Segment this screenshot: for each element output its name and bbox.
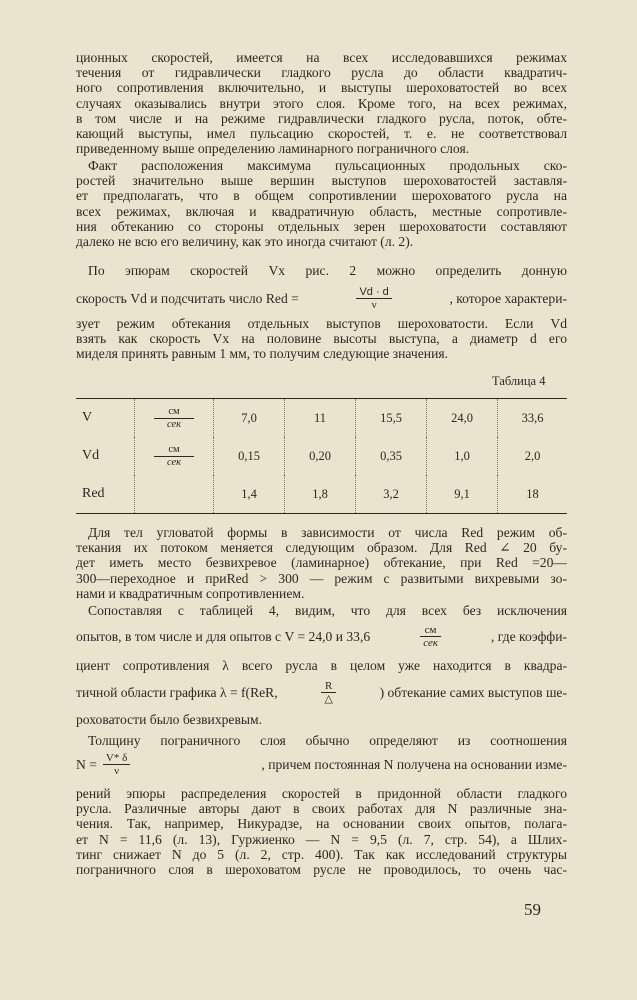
table-cell: 9,1 <box>427 475 498 514</box>
row-label: Vd <box>82 448 100 463</box>
text-fragment: N = <box>76 756 97 772</box>
unit-fraction <box>154 406 193 431</box>
paragraph-6-rest <box>76 786 567 877</box>
text-fragment: , где коэффи- <box>490 628 567 644</box>
fraction-denominator: сек <box>423 637 438 649</box>
text-line: русла. Различные авторы дают в своих работах для N различные зна- <box>76 801 567 817</box>
fraction-numerator: R <box>321 680 335 693</box>
formula-line-red <box>76 286 567 311</box>
text-line: нами и квадратичным сопротивлением. <box>76 585 305 601</box>
table-cell: 3,2 <box>356 475 427 514</box>
text-line: ет предполагать, что в общем сопротивлении шероховатого русла на <box>76 188 567 204</box>
paragraph-3-line-1 <box>76 263 567 278</box>
text-line: всех режимах, включая и квадратичную область, местные сопротивле- <box>76 203 567 219</box>
paragraph-1 <box>76 50 567 156</box>
table-cell: 1,4 <box>214 475 285 514</box>
table-cell: 15,5 <box>356 399 427 438</box>
formula-line-lambda <box>76 680 567 705</box>
unit-cell <box>135 399 214 438</box>
table-cell: 0,20 <box>285 437 356 475</box>
table-cell: 1,8 <box>285 475 356 514</box>
text-line: ционных скоростей, имеется на всех исследовавшихся режимах <box>76 50 567 65</box>
table-cell: 11 <box>285 399 356 438</box>
paragraph-3-rest <box>76 316 567 362</box>
text-fragment: ) обтекание самих выступов ше- <box>379 684 567 700</box>
fraction-boundary-layer <box>103 752 130 777</box>
text-line: Сопоставляя с таблицей 4, видим, что для всех без исключения <box>88 603 567 618</box>
text-line: 300—переходное и приRed > 300 — режим с развитыми вихревыми зо- <box>76 570 567 586</box>
table-cell: 7,0 <box>214 399 285 438</box>
text-line: приведенному выше определению ламинарного пограничного слоя. <box>76 141 470 157</box>
text-line: текания их потоком меняется следующим образом. Для Red ∠ 20 бу- <box>76 540 567 556</box>
text-line: ного сопротивления включительно, и выступы шероховатостей во всех <box>76 80 567 96</box>
table-cell: 0,35 <box>356 437 427 475</box>
table-cell: 33,6 <box>498 399 568 438</box>
fraction-denominator: △ <box>324 693 333 705</box>
table-row <box>76 475 567 514</box>
table-cell: 24,0 <box>427 399 498 438</box>
page-number: 59 <box>524 900 541 919</box>
table-row <box>76 399 567 438</box>
fraction-numerator: Vd · d <box>356 286 391 299</box>
unit-cell <box>135 475 214 514</box>
table-cell: 0,15 <box>214 437 285 475</box>
table-cell: 18 <box>498 475 568 514</box>
text-fragment: , причем постоянная N получена на основании изме- <box>261 756 567 772</box>
table-cell: 1,0 <box>427 437 498 475</box>
text-line: кающий выступы, имел пульсацию скоростей, т. е. не соответствовал <box>76 126 567 142</box>
text-line: дет иметь место безвихревое (ламинарное) обтекание, при Red =20— <box>76 555 567 571</box>
formula-line-velocity <box>76 624 567 649</box>
text-line: ростей значительно выше вершин выступов шероховатостей заставля- <box>76 173 567 189</box>
unit-denominator: сек <box>166 456 182 468</box>
text-line: Факт расположения максимума пульсационных продольных ско- <box>88 158 567 173</box>
text-line: далеко не всю его величину, как это иногда считают (л. 2). <box>76 234 414 250</box>
text-line: в том числе и на режиме гидравлически гладкого русла, поток, обте- <box>76 110 567 126</box>
paragraph-6-line-1 <box>76 733 567 748</box>
unit-fraction <box>154 444 193 469</box>
table-row <box>76 437 567 475</box>
fraction-numerator: V* δ <box>103 752 130 765</box>
text-line: рений эпюры распределения скоростей в придонной области гладкого <box>76 786 567 801</box>
unit-numerator: см <box>154 444 193 457</box>
table-caption: Таблица 4 <box>492 374 546 388</box>
text-fragment: опытов, в том числе и для опытов с V = 24,0 и 33,6 <box>76 628 371 644</box>
text-line: ет N = 11,6 (л. 13), Гуржиенко — N = 9,5 (л. 7, стр. 54), а Шлих- <box>76 831 567 847</box>
fraction-numerator: см <box>420 624 441 637</box>
paragraph-4 <box>76 525 567 601</box>
text-line: тинг снижает N до 5 (л. 2, стр. 400). Так как исследований структуры <box>76 846 567 862</box>
text-line: циент сопротивления λ всего русла в целом уже находится в квадра- <box>76 658 567 673</box>
text-line: миделя принять равным 1 мм, то получим следующие значения. <box>76 346 448 362</box>
text-line: случаях оказывались внутри этого слоя. Кроме того, на всех режимах, <box>76 95 567 111</box>
paragraph-5-line-5 <box>76 712 567 727</box>
text-line: Толщину пограничного слоя обычно определяют из соотношения <box>88 733 567 748</box>
fraction-relative-roughness <box>321 680 335 705</box>
text-line: роховатости было безвихревым. <box>76 712 263 727</box>
text-line: пограничного слоя в шероховатом русле не проводилось, то очень час- <box>76 862 567 878</box>
paragraph-5-line-3 <box>76 658 567 673</box>
fraction-red <box>356 286 391 311</box>
text-line: Для тел угловатой формы в зависимости от числа Red режим об- <box>88 525 567 540</box>
text-line: течения от гидравлически гладкого русла до области квадратич- <box>76 65 567 81</box>
fraction-denominator: ν <box>371 299 377 311</box>
table-4 <box>76 398 567 514</box>
table-cell: 2,0 <box>498 437 568 475</box>
unit-cell <box>135 437 214 475</box>
fraction-unit <box>420 624 441 649</box>
text-line: чения. Так, например, Никурадзе, на основании своих опытов, полага- <box>76 816 567 832</box>
fraction-denominator: ν <box>114 765 120 777</box>
text-line: зует режим обтекания отдельных выступов шероховатости. Если Vd <box>76 316 567 331</box>
text-fragment: скорость Vd и подсчитать число Red = <box>76 290 299 306</box>
text-fragment: тичной области графика λ = f(ReR, <box>76 684 278 700</box>
unit-numerator: см <box>154 406 193 419</box>
paragraph-2 <box>76 158 567 249</box>
unit-denominator: сек <box>166 418 182 430</box>
text-line: ния обтеканию со стороны отдельных зерен шероховатости составляют <box>76 218 567 234</box>
row-label: V <box>82 410 93 425</box>
formula-line-boundary-layer <box>76 752 567 777</box>
paragraph-5-line-1 <box>76 603 567 618</box>
text-line: По эпюрам скоростей Vx рис. 2 можно определить донную <box>88 263 567 278</box>
text-line: взять как скорость Vx на половине высоты выступа, а диаметр d его <box>76 331 567 347</box>
text-fragment: , которое характери- <box>449 290 567 306</box>
row-label: Red <box>82 486 105 501</box>
